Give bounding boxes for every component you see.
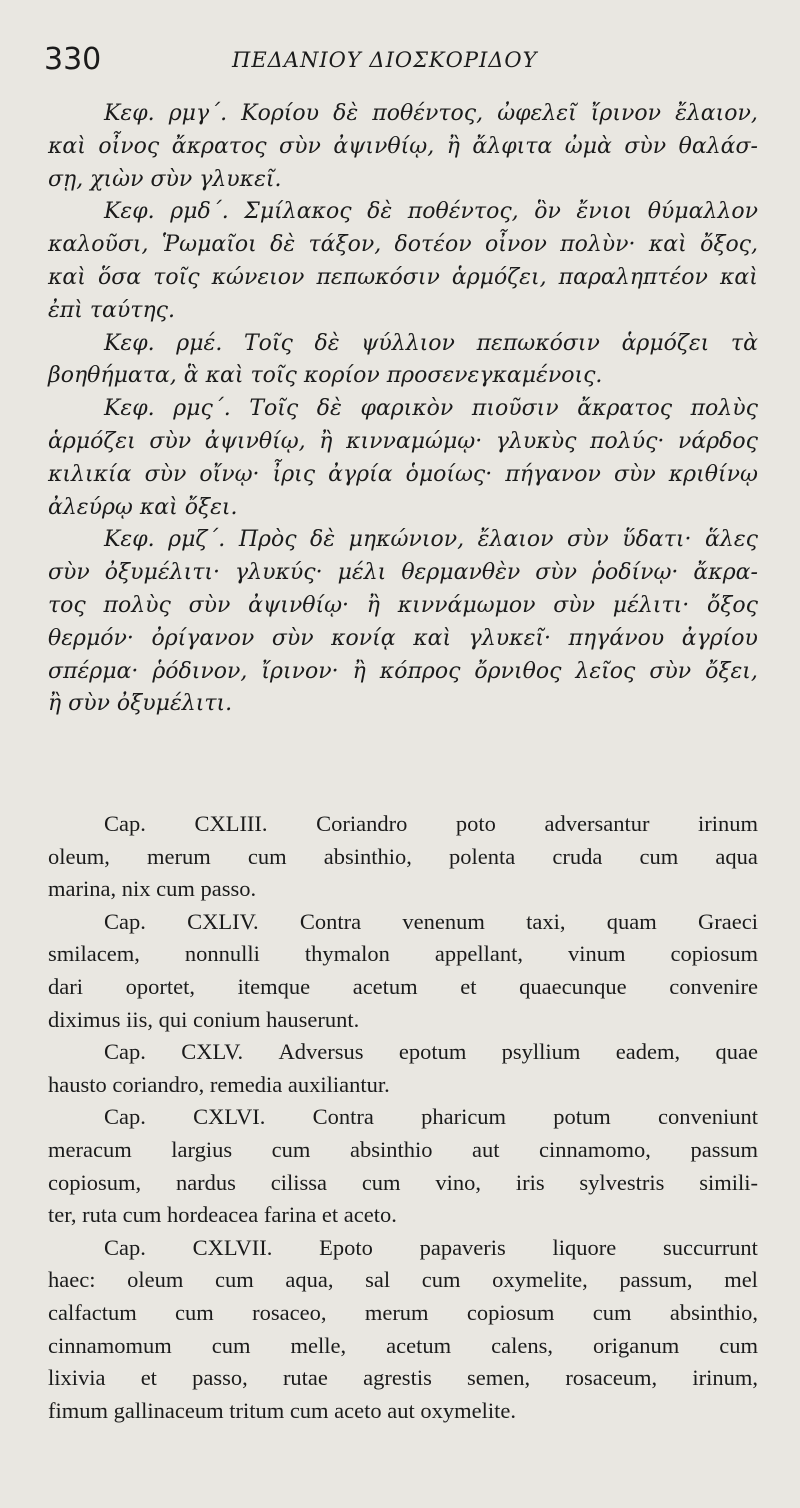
greek-text-line: καὶ οἶνος ἄκρατος σὺν ἀψινθίῳ, ἢ ἄλφιτα ὠμὰ σὺν θαλάσ- xyxy=(48,133,758,159)
latin-text-line: lixivia et passo, rutae agrestis semen, rosaceum, irinum, xyxy=(48,1365,758,1391)
running-title: ΠΕΔΑΝΙΟΥ ΔΙΟΣΚΟΡΙΔΟΥ xyxy=(232,48,538,72)
page-number: 330 xyxy=(44,42,102,77)
greek-text-line: Κεφ. ρμδ΄. Σμίλακος δὲ ποθέντος, ὃν ἔνιοι θύμαλλον xyxy=(104,199,758,225)
greek-text-line: θερμόν· ὀρίγανον σὺν κονίᾳ καὶ γλυκεῖ· πηγάνου ἀγρίου xyxy=(48,625,758,651)
latin-text-line: diximus iis, qui conium hauserunt. xyxy=(48,1006,360,1032)
greek-text-line: Κεφ. ρμέ. Τοῖς δὲ ψύλλιον πεπωκόσιν ἁρμόζει τὰ xyxy=(104,330,758,356)
greek-text-line: Κεφ. ρμς΄. Τοῖς δὲ φαρικὸν πιοῦσιν ἄκρατος πολὺς xyxy=(104,396,758,422)
latin-text-line: oleum, merum cum absinthio, polenta cruda cum aqua xyxy=(48,843,758,869)
greek-text-block xyxy=(48,98,758,721)
latin-text-line: Cap. CXLIV. Contra venenum taxi, quam Graeci xyxy=(104,908,758,934)
greek-text-line: ἢ σὺν ὀξυμέλιτι. xyxy=(48,691,233,717)
greek-text-line: καλοῦσι, Ῥωμαῖοι δὲ τάξον, δοτέον οἶνον πολὺν· καὶ ὄξος, xyxy=(48,232,758,258)
latin-text-line: smilacem, nonnulli thymalon appellant, vinum copiosum xyxy=(48,941,758,967)
latin-text-line: Cap. CXLIII. Coriandro poto adversantur irinum xyxy=(104,811,758,836)
greek-text-line: ἀλεύρῳ καὶ ὄξει. xyxy=(48,494,238,520)
latin-text-line: Cap. CXLV. Adversus epotum psyllium eadem, quae xyxy=(104,1039,758,1065)
greek-text-line: Κεφ. ρμζ΄. Πρὸς δὲ μηκώνιον, ἔλαιον σὺν ὕδατι· ἅλες xyxy=(104,527,758,553)
greek-text-line: τος πολὺς σὺν ἀψινθίῳ· ἢ κιννάμωμον σὺν μέλιτι· ὄξος xyxy=(48,592,758,618)
latin-text-line: copiosum, nardus cilissa cum vino, iris sylvestris simili- xyxy=(48,1169,758,1195)
greek-text-line: ἁρμόζει σὺν ἀψινθίῳ, ἢ κινναμώμῳ· γλυκὺς πολύς· νάρδος xyxy=(48,428,758,454)
latin-text-line: Cap. CXLVII. Epoto papaveris liquore succurrunt xyxy=(104,1234,758,1260)
greek-text-line: σπέρμα· ῥόδινον, ἴρινον· ἢ κόπρος ὄρνιθος λεῖος σὺν ὄξει, xyxy=(48,658,758,684)
latin-text-line: hausto coriandro, remedia auxiliantur. xyxy=(48,1071,390,1097)
latin-text-line: marina, nix cum passo. xyxy=(48,876,257,902)
greek-text-line: κιλικία σὺν οἴνῳ· ἶρις ἀγρία ὁμοίως· πήγανον σὺν κριθίνῳ xyxy=(48,461,758,487)
latin-text-line: ter, ruta cum hordeacea farina et aceto. xyxy=(48,1202,397,1228)
latin-text-line: fimum gallinaceum tritum cum aceto aut oxymelite. xyxy=(48,1397,516,1423)
latin-text-line: dari oportet, itemque acetum et quaecunque convenire xyxy=(48,973,758,999)
latin-text-line: meracum largius cum absinthio aut cinnamomo, passum xyxy=(48,1136,758,1162)
greek-text-line: βοηθήματα, ἃ καὶ τοῖς κορίον προσενεγκαμένοις. xyxy=(48,363,603,389)
greek-text-line: σὺν ὀξυμέλιτι· γλυκύς· μέλι θερμανθὲν σὺν ῥοδίνῳ· ἄκρα- xyxy=(48,560,758,586)
greek-text-line: καὶ ὅσα τοῖς κώνειον πεπωκόσιν ἁρμόζει, παραληπτέον καὶ xyxy=(48,264,758,290)
page-header xyxy=(44,40,764,80)
latin-text-line: Cap. CXLVI. Contra pharicum potum conveniunt xyxy=(104,1104,758,1130)
greek-text-line: ἐπὶ ταύτης. xyxy=(48,297,175,323)
latin-text-line: haec: oleum cum aqua, sal cum oxymelite, passum, mel xyxy=(48,1267,758,1293)
greek-text-line: Κεφ. ρμγ΄. Κορίου δὲ ποθέντος, ὠφελεῖ ἴρινον ἔλαιον, xyxy=(104,101,758,126)
latin-text-block xyxy=(48,808,758,1427)
greek-text-line: σῃ, χιὼν σὺν γλυκεῖ. xyxy=(48,166,282,192)
latin-text-line: calfactum cum rosaceo, merum copiosum cum absinthio, xyxy=(48,1299,758,1325)
latin-text-line: cinnamomum cum melle, acetum calens, origanum cum xyxy=(48,1332,758,1358)
